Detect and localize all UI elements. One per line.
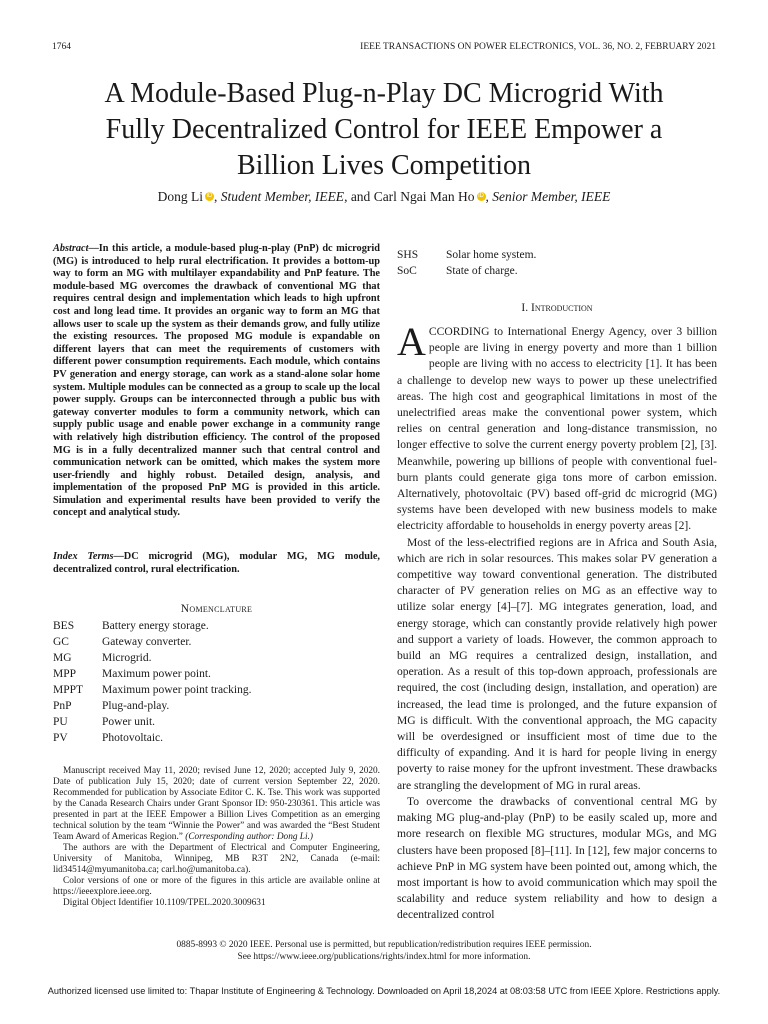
footnote-color-versions: Color versions of one or more of the figures in this article are available online at https://ieeexplore.ieee.org. (53, 876, 380, 897)
nomenclature-item: PnP Plug-and-play. (53, 700, 170, 712)
paper-title (40, 76, 728, 184)
nomenclature-item: MG Microgrid. (53, 652, 152, 664)
nomenclature-item: SoC State of charge. (397, 265, 518, 277)
author-line: Dong Li iD , Student Member, IEEE, and Carl Ngai Man Ho iD , Senior Member, IEEE (157, 189, 611, 204)
intro-paragraph-2: Most of the less-electrified regions are in Africa and South Asia, which are rich in solar resources. This makes solar PV generation a competitive way toward conventional generation. The distributed character of PV generation relies on MG as an effective way to utilize solar energy [4]–[7]. MG integrates generation, load, and energy storage, which can constantly provide relatively high power and support a variety of loads. However, the common approach to build an MG requires a centralized design, installation, and operation. As a result of this top-down approach, professionals are required, the cost (including design, installation, and operation) are increased, the lead time is prolonged, and the future expansion of MG is difficult. With the conventional approach, the MG capacity will be overdesigned or insufficient most of time due to the difficulty of expanding. And it is hard for people living in energy poverty to raise money for the upfront investment. These drawbacks are strangling the development of MG in rural areas. (397, 535, 717, 792)
page-number: 1764 (52, 42, 71, 52)
journal-header: IEEE TRANSACTIONS ON POWER ELECTRONICS, VOL. 36, NO. 2, FEBRUARY 2021 (360, 42, 716, 52)
footnote (53, 766, 380, 909)
nomenclature-item: BES Battery energy storage. (53, 620, 209, 632)
nomenclature-item: MPP Maximum power point. (53, 668, 211, 680)
nomenclature-list (53, 618, 380, 746)
footnote-doi: Digital Object Identifier 10.1109/TPEL.2020.3009631 (63, 898, 266, 908)
nomenclature-continued (397, 247, 717, 279)
abstract-label: Abstract (53, 243, 89, 254)
abstract (53, 243, 380, 520)
license-banner: Authorized licensed use limited to: Thapar Institute of Engineering & Technology. Downloaded on April 18,2024 at 08:03:58 UTC from IEEE Xplore. Restrictions apply. (47, 986, 721, 996)
index-terms-text: —DC microgrid (MG), modular MG, MG module, decentralized control, rural electrification. (53, 551, 380, 575)
intro-paragraph-3: To overcome the drawbacks of conventional central MG by making MG plug-and-play (PnP) to be easily scaled up, more and more research on flexible MG structures, modular MGs, and MG clusters have been proposed [8]–[11]. In [12], few major concerns to achieve PnP in MG system have been pointed out, among which, the most important is how to avoid communication which may spoil the scalability and reduce system reliability and how to design a decentralized control (397, 794, 717, 922)
abstract-text: —In this article, a module-based plug-n-play (PnP) dc microgrid (MG) is introduced to help rural electrification. It provides a bottom-up way to form an MG with multilayer expandability and PnP feature. The module-based MG overcomes the drawback of conventional MG that requires central design and implementation which leads to high upfront cost and long lead time. It provides an organic way to form an MG that allows user to scale up the system as their demands grow, and fully utilize the existing resources. The proposed MG module is expandable on different layers that can meet the requirements of customers with different power consumption requirements. Each module, which contains PV generation and energy storage, can work as a stand-alone solar home system. Multiple modules can be connected as a group to scale up the local power supply. Groups can be interconnected through a public bus with gateway converter modules to form a community network, which can supply public usage and enable power exchange in a community range with relatively high distribution efficiency. The control of the proposed MG is in a fully decentralized manner such that central control and communication network can be omitted, which makes the system more user-friendly and highly robust. Detailed design, analysis, and implementation of the proposed PnP MG is provided in this article. Simulation and experimental results have been provided to verify the concept and analytical study. (53, 243, 380, 519)
nomenclature-item: GC Gateway converter. (53, 636, 192, 648)
author-1-name: Dong Li (157, 189, 203, 204)
drop-cap: A (397, 319, 426, 364)
orcid-icon[interactable]: iD (206, 193, 213, 199)
title-line-3: Billion Lives Competition (237, 150, 531, 181)
author-connector: , and (344, 189, 374, 204)
introduction-body (397, 319, 717, 924)
section-heading-introduction: I. Introduction (521, 302, 593, 314)
nomenclature-heading: Nomenclature (180, 603, 253, 615)
title-line-1: A Module-Based Plug-n-Play DC Microgrid With (104, 78, 664, 109)
index-terms-label: Index Terms (53, 551, 114, 562)
intro-paragraph-1: ACCORDING to International Energy Agency, over 3 billion people are living in energy poverty and more than 1 billion people are living with no access to electricity [1]. It has been a challenge to develop new ways to power up these unelectrified areas. The high cost and geographical limitations in most of the unelectrified areas make the conventional power system, which relies on central generation and long-distance transmission, no longer effective to solve the current energy poverty problem [2], [3]. Meanwhile, powering up billions of people with conventional fuel-burn plants could generate giga tons more of carbon emission. Alternatively, photovoltaic (PV) based off-grid dc microgrid (MG) systems have been developed with new business models to make electricity affordable to households in energy poverty areas [2]. (397, 319, 717, 533)
author-2-role: Senior Member, IEEE (492, 189, 611, 204)
orcid-icon[interactable]: iD (478, 193, 484, 199)
nomenclature-item: PU Power unit. (53, 716, 156, 728)
author-2-name: Carl Ngai Man Ho (373, 189, 475, 204)
author-1-role: Student Member, IEEE (220, 189, 345, 204)
copyright-line-2: See https://www.ieee.org/publications/rights/index.html for more information. (237, 952, 531, 962)
footnote-manuscript: Manuscript received May 11, 2020; revised June 12, 2020; accepted July 9, 2020. Date of publication July 15, 2020; date of current version September 22, 2020. Recommended for publication by Associate Editor C. K. Tse. This work was supported by the Canada Research Chairs under Grant Sponsor ID: 950-230361. This article was presented in part at the IEEE Empower a Billion Lives Competition as an emerging technical solution by the team “Winnie the Power” and was awarded the “Best Student Team Award of Americas Region.” (Corresponding author: Dong Li.) (53, 766, 380, 842)
nomenclature-item: MPPT Maximum power point tracking. (53, 684, 252, 696)
nomenclature-item: SHS Solar home system. (397, 249, 537, 261)
footnote-affiliation: The authors are with the Department of Electrical and Computer Engineering, University of Manitoba, Winnipeg, MB R3T 2N2, Canada (e-mail: lid34514@myumanitoba.ca; carl.ho@umanitoba.ca). (53, 843, 380, 875)
corresponding-author: (Corresponding author: Dong Li.) (185, 832, 313, 842)
copyright-notice (40, 939, 728, 963)
nomenclature-item: PV Photovoltaic. (53, 732, 164, 744)
copyright-line-1: 0885-8993 © 2020 IEEE. Personal use is permitted, but republication/redistribution requires IEEE permission. (176, 940, 592, 950)
title-line-2: Fully Decentralized Control for IEEE Empower a (105, 114, 663, 145)
index-terms (53, 551, 380, 576)
